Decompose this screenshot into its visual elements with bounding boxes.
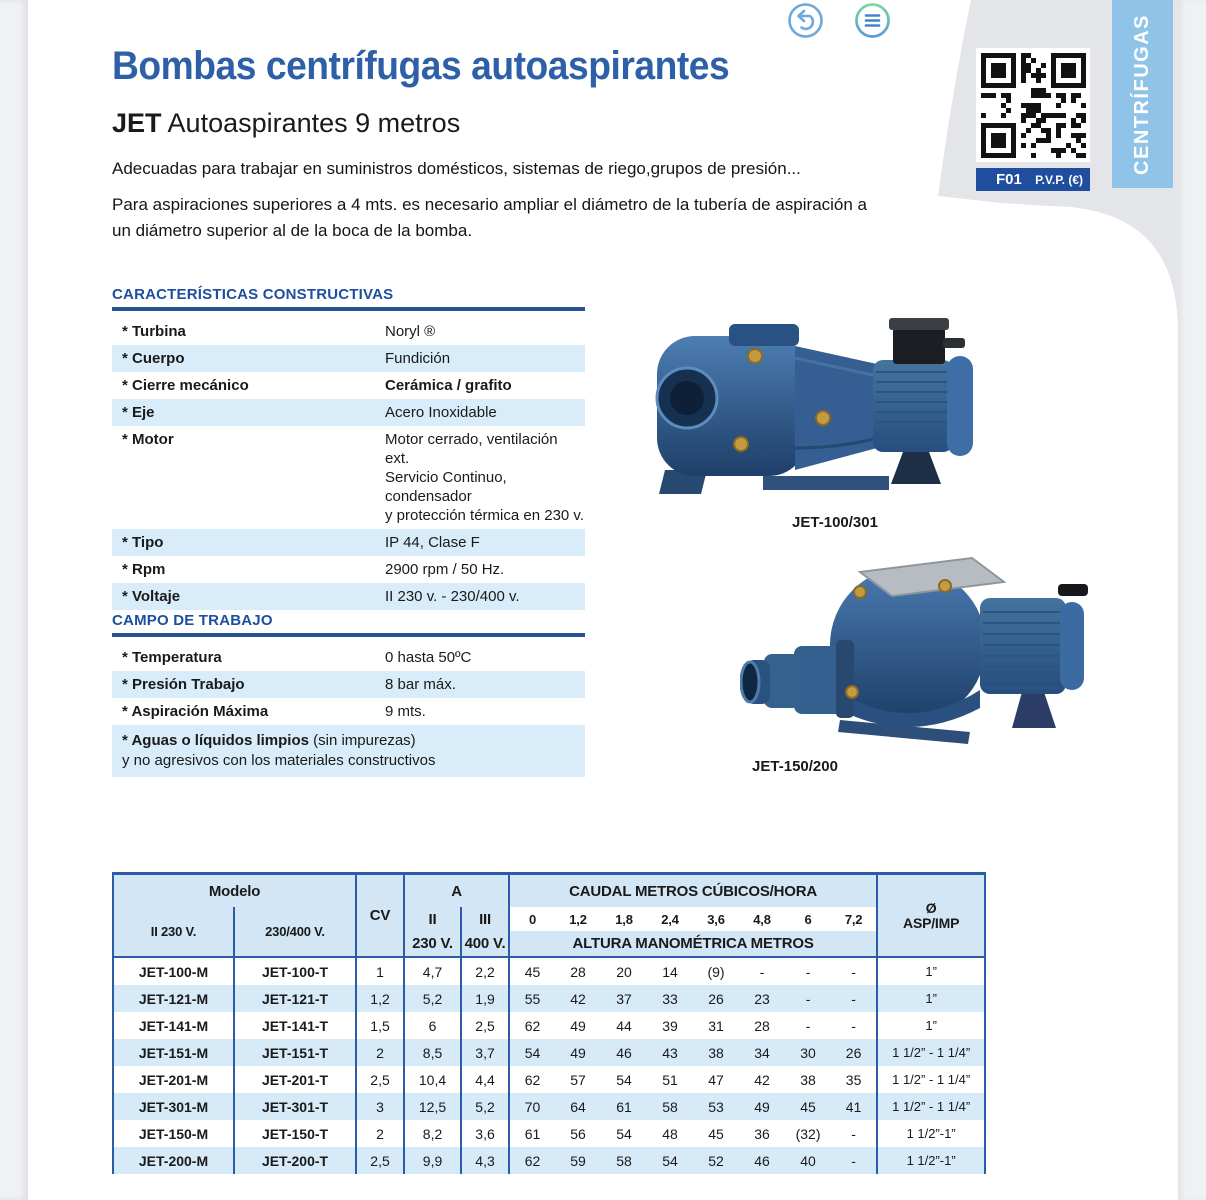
spec-label: * Aspiración Máxima xyxy=(122,703,269,720)
spec-value: 9 mts. xyxy=(385,703,426,720)
value-cell: 37 xyxy=(601,985,647,1012)
header-diameter xyxy=(877,874,985,958)
table-row xyxy=(113,985,985,1012)
back-button[interactable] xyxy=(787,2,824,39)
spec-value: Acero Inoxidable xyxy=(385,404,497,421)
diameter-symbol: Ø xyxy=(925,899,937,916)
header-a2-top: II xyxy=(404,907,461,931)
model-cell: JET-100-M xyxy=(138,963,209,980)
menu-button[interactable] xyxy=(854,2,891,39)
flow-tick: 4,8 xyxy=(739,907,785,931)
characteristics-section xyxy=(112,286,585,610)
value-cell: 6 xyxy=(404,1012,461,1039)
diameter-label: ASP/IMP xyxy=(903,914,960,931)
value-cell: 46 xyxy=(739,1147,785,1174)
note-normal: (sin impurezas) xyxy=(308,732,416,749)
value-cell: 2,5 xyxy=(461,1012,509,1039)
flow-tick: 0 xyxy=(509,907,555,931)
section-rule xyxy=(112,307,585,311)
value-cell: 62 xyxy=(509,1066,555,1093)
value-cell: 42 xyxy=(754,1071,770,1088)
spec-label: * Turbina xyxy=(122,323,186,340)
spec-label: * Temperatura xyxy=(122,649,222,666)
model-cell: JET-100-T xyxy=(234,957,356,985)
value-cell: 2 xyxy=(356,1039,404,1066)
value-cell: 26 xyxy=(693,985,739,1012)
description-paragraph-1: Adecuadas para trabajar en suministros domésticos, sistemas de riego,grupos de presión... xyxy=(112,159,801,178)
working-range-rows xyxy=(112,644,585,725)
spec-value: 2900 rpm / 50 Hz. xyxy=(385,561,505,578)
spec-row xyxy=(112,556,585,583)
spec-row xyxy=(112,318,585,345)
spec-row xyxy=(112,399,585,426)
table-row xyxy=(113,1066,985,1093)
value-cell: 9,9 xyxy=(404,1147,461,1174)
value-cell: - xyxy=(851,1017,856,1034)
undo-arrow-icon xyxy=(787,2,824,39)
category-tab-label: CENTRÍFUGAS xyxy=(1131,13,1153,175)
header-modelo: Modelo xyxy=(113,874,356,908)
value-cell: 61 xyxy=(509,1120,555,1147)
value-cell: - xyxy=(831,1147,877,1174)
table-row xyxy=(113,1147,985,1174)
value-cell: - xyxy=(805,963,811,980)
value-cell: 56 xyxy=(570,1125,586,1142)
value-cell: 1” xyxy=(877,957,985,985)
table-row xyxy=(113,1120,985,1147)
spec-value: 0 hasta 50ºC xyxy=(385,649,472,666)
characteristics-title: CARACTERÍSTICAS CONSTRUCTIVAS xyxy=(112,286,394,303)
value-cell: 62 xyxy=(509,1147,555,1174)
value-cell: 38 xyxy=(693,1039,739,1066)
value-cell: 49 xyxy=(570,1017,586,1034)
header-cv: CV xyxy=(356,874,404,958)
model-cell: JET-301-M xyxy=(113,1093,234,1120)
value-cell: 54 xyxy=(509,1039,555,1066)
spec-value: II 230 v. - 230/400 v. xyxy=(385,588,520,605)
value-cell: 52 xyxy=(693,1147,739,1174)
value-cell: 12,5 xyxy=(404,1093,461,1120)
table-row xyxy=(113,957,985,985)
pump-photo-jet-100-301 xyxy=(645,298,980,510)
table-row xyxy=(113,1039,985,1066)
model-cell: JET-201-M xyxy=(138,1071,209,1088)
value-cell: - xyxy=(831,985,877,1012)
price-reference-bar xyxy=(976,168,1090,191)
value-cell: 70 xyxy=(509,1093,555,1120)
page-margin-left xyxy=(0,0,28,1200)
spec-label: * Motor xyxy=(122,431,174,448)
pvp-label: P.V.P. (€) xyxy=(1035,172,1083,187)
value-cell: - xyxy=(851,963,856,980)
value-cell: - xyxy=(805,1017,811,1034)
pump2-label: JET-150/200 xyxy=(752,758,838,775)
value-cell: 61 xyxy=(601,1093,647,1120)
spec-value: Fundición xyxy=(385,350,451,367)
value-cell: 64 xyxy=(555,1093,601,1120)
spec-value: Noryl ® xyxy=(385,323,436,340)
note-bold: * Aguas o líquidos limpios xyxy=(122,732,309,749)
spec-value: Cerámica / grafito xyxy=(385,377,512,394)
value-cell: 40 xyxy=(785,1147,831,1174)
value-cell: 14 xyxy=(662,963,678,980)
value-cell: 1,2 xyxy=(356,985,404,1012)
product-family: JET xyxy=(112,108,162,138)
spec-row xyxy=(112,426,585,529)
spec-row xyxy=(112,372,585,399)
pump-photo-jet-150-200 xyxy=(740,540,1090,755)
value-cell: - xyxy=(759,963,765,980)
working-range-title: CAMPO DE TRABAJO xyxy=(112,612,273,629)
flow-tick: 1,2 xyxy=(555,907,601,931)
value-cell: 35 xyxy=(845,1071,862,1088)
pump-spec-table xyxy=(112,872,986,1174)
qr-code xyxy=(976,48,1090,162)
model-cell: JET-151-M xyxy=(113,1039,234,1066)
page-title: Bombas centrífugas autoaspirantes xyxy=(112,44,730,88)
value-cell: 36 xyxy=(754,1125,770,1142)
value-cell: 45 xyxy=(509,957,555,985)
table-row xyxy=(113,1093,985,1120)
model-cell: JET-121-M xyxy=(113,985,234,1012)
spec-value: IP 44, Clase F xyxy=(385,534,480,551)
value-cell: 4,3 xyxy=(461,1147,509,1174)
model-cell: JET-200-T xyxy=(234,1147,356,1174)
value-cell: 38 xyxy=(800,1071,816,1088)
spec-label: * Eje xyxy=(122,404,155,421)
value-cell: 54 xyxy=(616,1125,632,1142)
value-cell: 48 xyxy=(662,1125,678,1142)
clean-water-note xyxy=(112,725,585,777)
value-cell: 1 1/2” - 1 1/4” xyxy=(877,1039,985,1066)
value-cell: 1 1/2”-1” xyxy=(877,1120,985,1147)
value-cell: - xyxy=(785,985,831,1012)
product-subtitle-rest: Autoaspirantes 9 metros xyxy=(161,108,461,138)
header-a3-top: III xyxy=(461,907,509,931)
value-cell: 53 xyxy=(693,1093,739,1120)
header-model-mono: II 230 V. xyxy=(113,907,234,957)
spec-row xyxy=(112,671,585,698)
model-cell: JET-150-T xyxy=(234,1120,356,1147)
value-cell: (9) xyxy=(707,963,725,980)
spec-row xyxy=(112,529,585,556)
page-margin-right xyxy=(1178,0,1206,1200)
pump1-label: JET-100/301 xyxy=(792,514,878,531)
product-subtitle xyxy=(112,108,460,139)
flow-tick: 2,4 xyxy=(647,907,693,931)
spec-label: * Rpm xyxy=(122,561,166,578)
value-cell: 42 xyxy=(555,985,601,1012)
spec-value: Motor cerrado, ventilación ext. Servicio Continuo, condensador y protección térmica en 230 v. xyxy=(385,431,584,524)
working-range-section xyxy=(112,612,585,777)
header-a: A xyxy=(404,874,509,908)
value-cell: 8,2 xyxy=(404,1120,461,1147)
value-cell: 49 xyxy=(555,1039,601,1066)
description-paragraph-2: Para aspiraciones superiores a 4 mts. es necesario ampliar el diámetro de la tubería de aspiración a un diámetro superior al de la boca de la bomba. xyxy=(112,195,868,240)
page-code: F01 xyxy=(996,171,1022,188)
value-cell: 33 xyxy=(647,985,693,1012)
flow-tick: 1,8 xyxy=(601,907,647,931)
spec-label: * Cierre mecánico xyxy=(122,377,249,394)
value-cell: 55 xyxy=(509,985,555,1012)
value-cell: 4,4 xyxy=(461,1066,509,1093)
header-a2-bot: 230 V. xyxy=(404,931,461,957)
hamburger-menu-icon xyxy=(854,2,891,39)
value-cell: (32) xyxy=(795,1125,821,1142)
table-row xyxy=(113,1012,985,1039)
value-cell: 41 xyxy=(831,1093,877,1120)
value-cell: 31 xyxy=(708,1017,724,1034)
header-model-tri: 230/400 V. xyxy=(234,907,356,957)
value-cell: 1 1/2”-1” xyxy=(877,1147,985,1174)
value-cell: 1,9 xyxy=(461,985,509,1012)
spec-row xyxy=(112,644,585,671)
value-cell: 3 xyxy=(356,1093,404,1120)
spec-row xyxy=(112,345,585,372)
spec-row xyxy=(112,583,585,610)
value-cell: 28 xyxy=(570,963,586,980)
value-cell: 34 xyxy=(739,1039,785,1066)
value-cell: 20 xyxy=(616,963,632,980)
value-cell: 39 xyxy=(662,1017,678,1034)
flow-tick: 7,2 xyxy=(831,907,877,931)
value-cell: 2 xyxy=(356,1120,404,1147)
value-cell: 45 xyxy=(785,1093,831,1120)
value-cell: 51 xyxy=(662,1071,678,1088)
model-cell: JET-151-T xyxy=(234,1039,356,1066)
value-cell: 30 xyxy=(785,1039,831,1066)
model-cell: JET-200-M xyxy=(113,1147,234,1174)
value-cell: 44 xyxy=(616,1017,632,1034)
value-cell: 2,2 xyxy=(461,957,509,985)
value-cell: 26 xyxy=(831,1039,877,1066)
value-cell: 47 xyxy=(708,1071,724,1088)
value-cell: 54 xyxy=(616,1071,632,1088)
header-caudal: CAUDAL METROS CÚBICOS/HORA xyxy=(509,874,877,908)
header-a3-bot: 400 V. xyxy=(461,931,509,957)
value-cell: 62 xyxy=(509,1012,555,1039)
model-cell: JET-201-T xyxy=(234,1066,356,1093)
flow-tick: 6 xyxy=(785,907,831,931)
value-cell: 58 xyxy=(601,1147,647,1174)
spec-label: * Tipo xyxy=(122,534,164,551)
spec-value: 8 bar máx. xyxy=(385,676,456,693)
characteristics-rows xyxy=(112,318,585,610)
value-cell: 1” xyxy=(877,985,985,1012)
qr-code-image xyxy=(981,53,1086,158)
model-cell: JET-141-M xyxy=(138,1017,209,1034)
value-cell: 58 xyxy=(647,1093,693,1120)
spec-row xyxy=(112,698,585,725)
value-cell: 59 xyxy=(555,1147,601,1174)
value-cell: 1,5 xyxy=(356,1012,404,1039)
category-tab-centrifugas[interactable] xyxy=(1112,0,1173,188)
value-cell: 1 1/2” - 1 1/4” xyxy=(877,1066,985,1093)
value-cell: 28 xyxy=(754,1017,770,1034)
value-cell: 49 xyxy=(739,1093,785,1120)
header-altura: ALTURA MANOMÉTRICA METROS xyxy=(509,931,877,957)
value-cell: 57 xyxy=(570,1071,586,1088)
value-cell: 2,5 xyxy=(356,1066,404,1093)
value-cell: 1 xyxy=(356,957,404,985)
model-cell: JET-301-T xyxy=(234,1093,356,1120)
model-cell: JET-150-M xyxy=(138,1125,209,1142)
value-cell: 2,5 xyxy=(356,1147,404,1174)
model-cell: JET-141-T xyxy=(234,1012,356,1039)
value-cell: 3,7 xyxy=(461,1039,509,1066)
value-cell: 8,5 xyxy=(404,1039,461,1066)
value-cell: 10,4 xyxy=(404,1066,461,1093)
spec-label: * Voltaje xyxy=(122,588,181,605)
value-cell: 43 xyxy=(647,1039,693,1066)
value-cell: 4,7 xyxy=(404,957,461,985)
section-rule xyxy=(112,633,585,637)
value-cell: 1” xyxy=(877,1012,985,1039)
value-cell: 5,2 xyxy=(461,1093,509,1120)
spec-label: * Presión Trabajo xyxy=(122,676,245,693)
value-cell: 54 xyxy=(647,1147,693,1174)
note-line2: y no agresivos con los materiales constructivos xyxy=(122,752,436,769)
value-cell: 5,2 xyxy=(404,985,461,1012)
value-cell: 46 xyxy=(601,1039,647,1066)
spec-label: * Cuerpo xyxy=(122,350,185,367)
model-cell: JET-121-T xyxy=(234,985,356,1012)
value-cell: - xyxy=(851,1125,856,1142)
value-cell: 3,6 xyxy=(461,1120,509,1147)
flow-tick: 3,6 xyxy=(693,907,739,931)
value-cell: 45 xyxy=(708,1125,724,1142)
value-cell: 23 xyxy=(739,985,785,1012)
value-cell: 1 1/2” - 1 1/4” xyxy=(877,1093,985,1120)
